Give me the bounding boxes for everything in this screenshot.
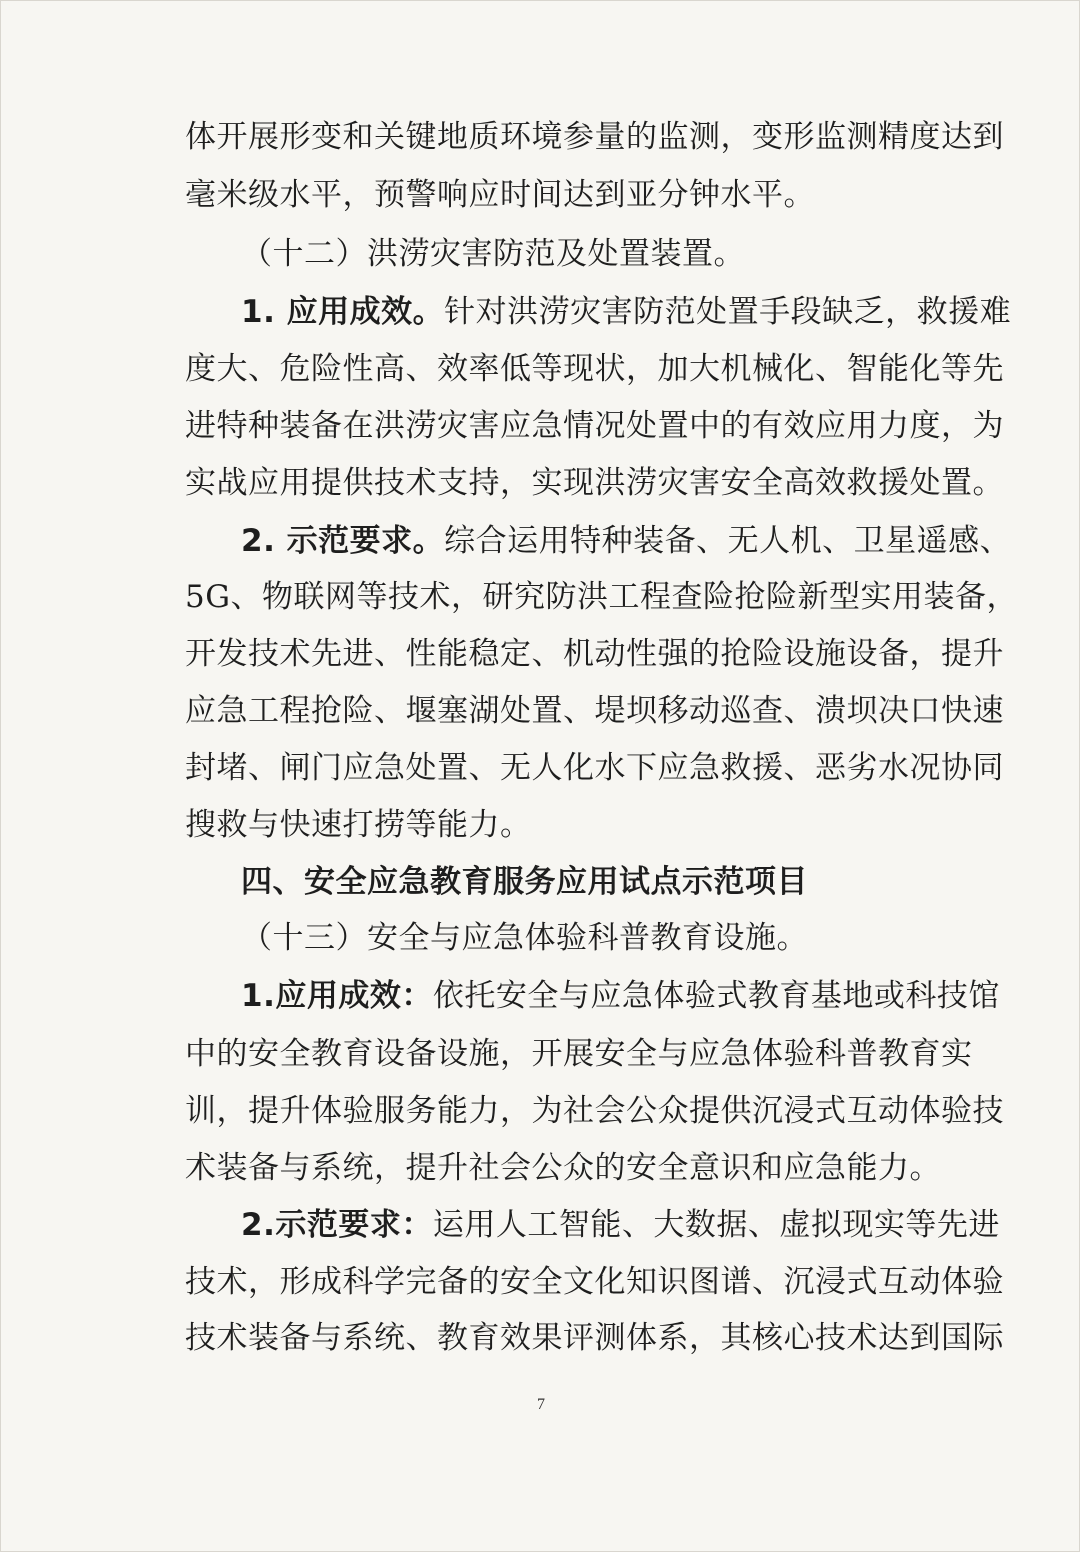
text-line: 技术装备与系统、教育效果评测体系，其核心技术达到国际	[185, 1320, 1004, 1356]
subsection-heading: （十二）洪涝灾害防范及处置装置。	[241, 236, 745, 272]
text-line: 毫米级水平，预警响应时间达到亚分钟水平。	[185, 177, 815, 213]
text-line: 训，提升体验服务能力，为社会公众提供沉浸式互动体验技	[185, 1093, 1004, 1129]
text-line: 度大、危险性高、效率低等现状，加大机械化、智能化等先	[185, 351, 1004, 387]
text-line: 进特种装备在洪涝灾害应急情况处置中的有效应用力度，为	[185, 408, 1004, 444]
text-line: 依托安全与应急体验式教育基地或科技馆	[432, 978, 1000, 1014]
paragraph-label: 1. 应用成效。	[241, 294, 445, 330]
paragraph-label: 1.应用成效：	[241, 978, 433, 1014]
text-line: 针对洪涝灾害防范处置手段缺乏，救援难	[444, 294, 1012, 330]
section-heading: 四、安全应急教育服务应用试点示范项目	[241, 864, 808, 900]
text-line: 综合运用特种装备、无人机、卫星遥感、	[444, 523, 1012, 559]
paragraph-label: 2.示范要求：	[241, 1207, 433, 1243]
text-line: 运用人工智能、大数据、虚拟现实等先进	[432, 1207, 1000, 1243]
text-line: 搜救与快速打捞等能力。	[185, 807, 532, 843]
subsection-heading: （十三）安全与应急体验科普教育设施。	[241, 920, 808, 956]
text-line: 体开展形变和关键地质环境参量的监测，变形监测精度达到	[185, 119, 1004, 155]
text-line: 5G、物联网等技术，研究防洪工程查险抢险新型实用装备，	[185, 579, 1018, 615]
text-line: 实战应用提供技术支持，实现洪涝灾害安全高效救援处置。	[185, 465, 1004, 501]
paragraph-line	[1, 967, 1080, 1025]
paragraph-label: 2. 示范要求。	[241, 523, 445, 559]
text-line: 开发技术先进、性能稳定、机动性强的抢险设施设备，提升	[185, 636, 1004, 672]
paragraph-line	[1, 283, 1080, 341]
text-line: 中的安全教育设备设施，开展安全与应急体验科普教育实	[185, 1036, 973, 1072]
paragraph-line	[1, 1196, 1080, 1254]
paragraph-line	[1, 512, 1080, 570]
text-line: 术装备与系统，提升社会公众的安全意识和应急能力。	[185, 1150, 941, 1186]
page-number: 7	[537, 1396, 545, 1413]
text-line: 技术，形成科学完备的安全文化知识图谱、沉浸式互动体验	[185, 1264, 1004, 1300]
text-line: 封堵、闸门应急处置、无人化水下应急救援、恶劣水况协同	[185, 750, 1004, 786]
text-line: 应急工程抢险、堰塞湖处置、堤坝移动巡查、溃坝决口快速	[185, 693, 1004, 729]
